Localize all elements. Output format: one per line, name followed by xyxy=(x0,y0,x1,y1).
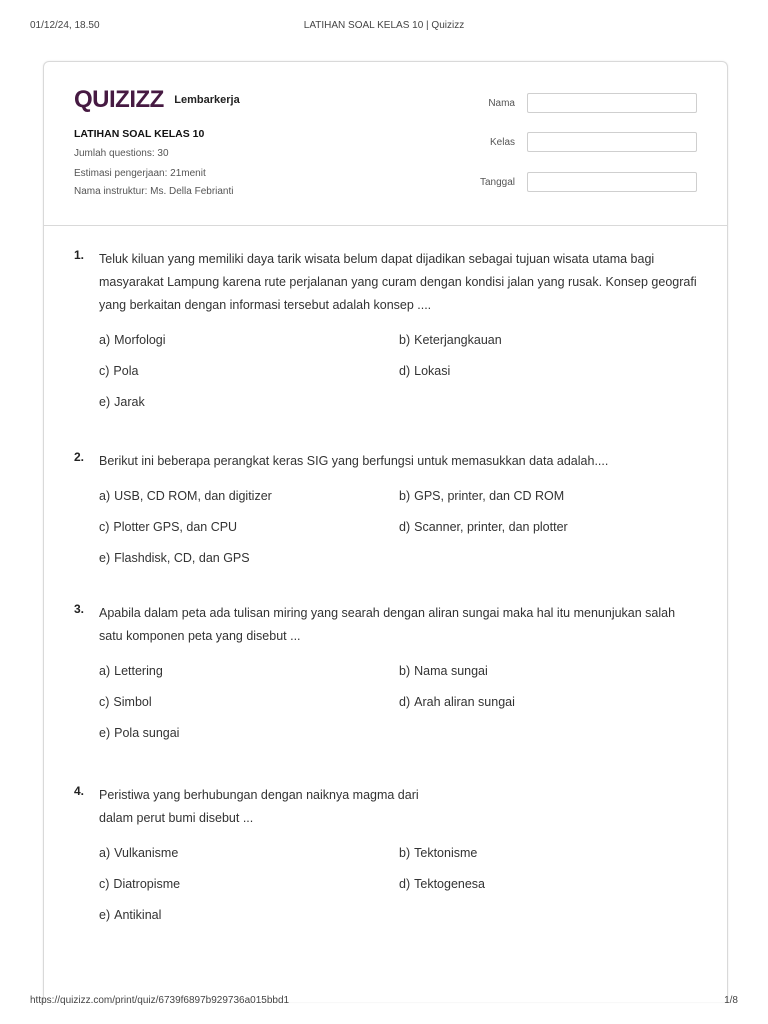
question-3 xyxy=(74,602,697,784)
question-text: Berikut ini beberapa perangkat keras SIG yang berfungsi untuk memasukkan data adalah.... xyxy=(99,454,609,468)
question-number: 4. xyxy=(74,784,85,798)
option-d[interactable]: d) Lokasi xyxy=(399,364,451,378)
option-e[interactable]: e) Pola sungai xyxy=(99,726,180,740)
question-number: 1. xyxy=(74,248,85,262)
print-page-title: LATIHAN SOAL KELAS 10 | Quizizz xyxy=(303,20,465,31)
print-page-number: 1/8 xyxy=(724,995,738,1006)
option-a[interactable]: a) Lettering xyxy=(99,664,163,678)
questions-count: Jumlah questions: 30 xyxy=(74,148,169,159)
class-input[interactable] xyxy=(527,132,697,152)
print-footer xyxy=(30,995,738,1009)
option-c[interactable]: c) Diatropisme xyxy=(99,877,181,891)
question-text: Apabila dalam peta ada tulisan miring yang searah dengan aliran sungai maka hal itu menunjukan salah satu komponen peta yang disebut ... xyxy=(99,606,676,643)
option-d[interactable]: d) Scanner, printer, dan plotter xyxy=(399,520,568,534)
class-field-row xyxy=(467,132,697,154)
option-a[interactable]: a) Morfologi xyxy=(99,333,166,347)
print-header xyxy=(30,20,738,34)
question-text-line-2: dalam perut bumi disebut ... xyxy=(99,811,254,825)
option-c[interactable]: c) Simbol xyxy=(99,695,152,709)
question-text xyxy=(99,784,697,830)
option-d[interactable]: d) Tektogenesa xyxy=(399,877,486,891)
quiz-title: LATIHAN SOAL KELAS 10 xyxy=(74,128,205,140)
name-input[interactable] xyxy=(527,93,697,113)
option-c[interactable]: c) Plotter GPS, dan CPU xyxy=(99,520,238,534)
option-b[interactable]: b) GPS, printer, dan CD ROM xyxy=(399,489,565,503)
option-c[interactable]: c) Pola xyxy=(99,364,139,378)
question-text: Teluk kiluan yang memiliki daya tarik wisata belum dapat dijadikan sebagai tujuan wisata utama bagi masyarakat Lampung karena rute perjalanan yang curam dengan kondisi jalan yang rusak. Konsep geografi yang berkaitan dengan informasi tersebut adalah konsep .... xyxy=(99,252,697,312)
date-field-row xyxy=(467,172,697,194)
answer-options xyxy=(99,485,697,569)
option-a[interactable]: a) USB, CD ROM, dan digitizer xyxy=(99,489,272,503)
estimated-time: Estimasi pengerjaan: 21menit xyxy=(74,168,206,179)
question-number: 3. xyxy=(74,602,85,616)
option-e[interactable]: e) Jarak xyxy=(99,395,145,409)
answer-options xyxy=(99,660,697,744)
name-label: Nama xyxy=(488,98,515,109)
question-number: 2. xyxy=(74,450,85,464)
option-b[interactable]: b) Nama sungai xyxy=(399,664,488,678)
answer-options xyxy=(99,842,697,926)
question-1 xyxy=(74,248,697,450)
option-a[interactable]: a) Vulkanisme xyxy=(99,846,179,860)
worksheet xyxy=(43,61,728,1002)
class-label: Kelas xyxy=(489,137,515,148)
question-4 xyxy=(74,784,697,926)
logo-subtitle: Lembarkerja xyxy=(174,94,240,106)
option-d[interactable]: d) Arah aliran sungai xyxy=(399,695,515,709)
option-e[interactable]: e) Antikinal xyxy=(99,908,162,922)
date-input[interactable] xyxy=(527,172,697,192)
print-url: https://quizizz.com/print/quiz/6739f6897b929736a015bbd1 xyxy=(30,995,290,1006)
option-b[interactable]: b) Keterjangkauan xyxy=(399,333,502,347)
question-2 xyxy=(74,450,697,602)
option-e[interactable]: e) Flashdisk, CD, dan GPS xyxy=(99,551,250,565)
option-b[interactable]: b) Tektonisme xyxy=(399,846,478,860)
name-field-row xyxy=(467,93,697,115)
answer-options xyxy=(99,329,697,413)
date-label: Tanggal xyxy=(479,177,515,188)
brand xyxy=(74,86,240,112)
question-text-line-1: Peristiwa yang berhubungan dengan naiknya magma dari xyxy=(99,788,419,802)
quizizz-logo: QUIZIZZ xyxy=(74,86,164,113)
print-datetime: 01/12/24, 18.50 xyxy=(30,20,100,31)
worksheet-header xyxy=(44,62,727,226)
instructor-name: Nama instruktur: Ms. Della Febrianti xyxy=(74,186,234,197)
question-list xyxy=(74,248,697,926)
